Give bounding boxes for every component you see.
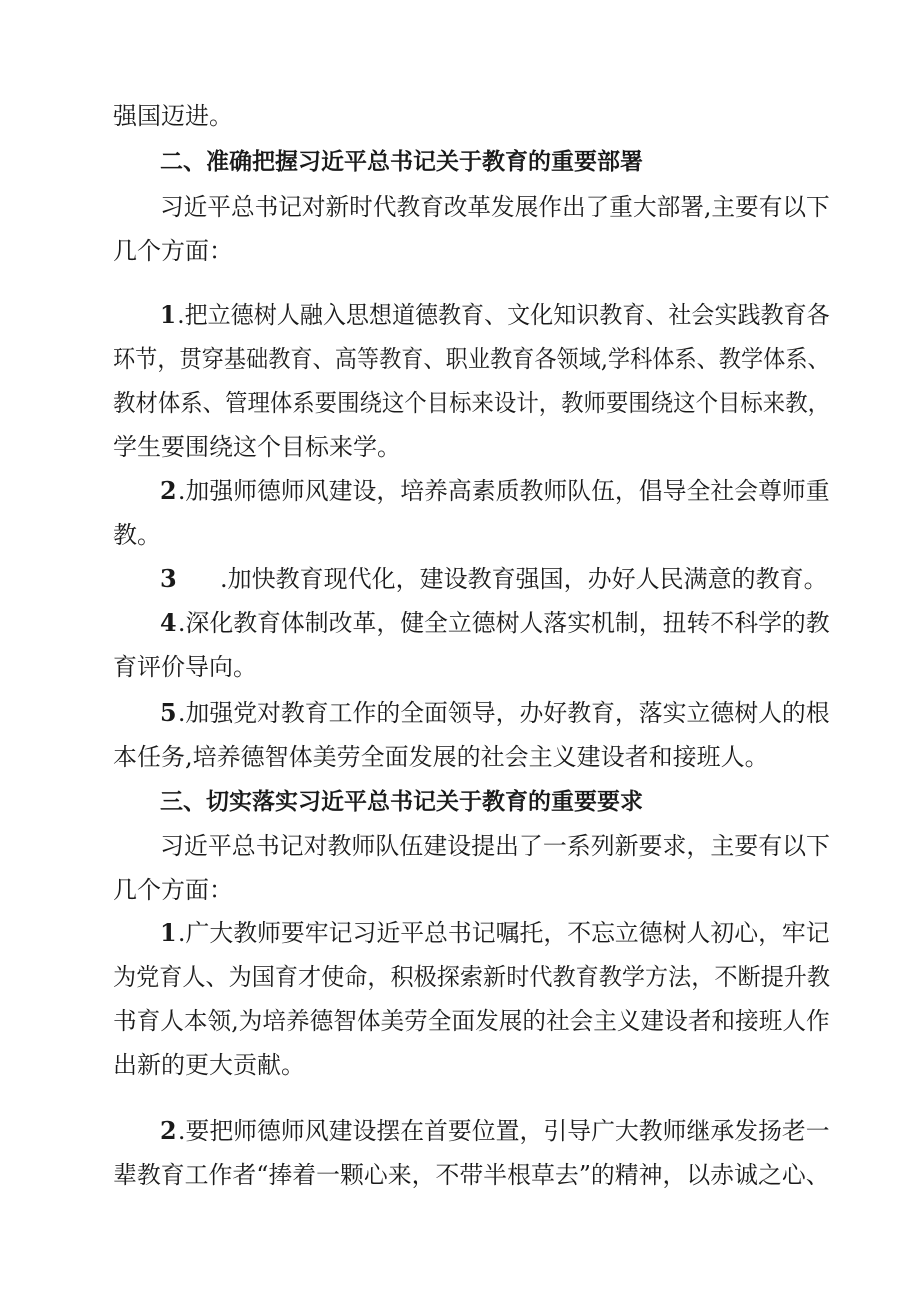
item-text: .加强师德师风建设，培养高素质教师队伍，倡导全社会尊师重 bbox=[177, 477, 830, 505]
item-number: 5 bbox=[160, 698, 177, 727]
list-item-line: 育评价导向。 bbox=[113, 653, 257, 681]
list-item-line: 本任务,培养德智体美劳全面发展的社会主义建设者和接班人。 bbox=[113, 743, 769, 771]
item-number: 2 bbox=[160, 1116, 177, 1145]
list-item-line: 为党育人、为国育才使命，积极探索新时代教育教学方法，不断提升教 bbox=[113, 963, 830, 991]
item-number: 2 bbox=[160, 476, 177, 505]
list-item-line bbox=[160, 608, 830, 638]
section-heading-2: 二、准确把握习近平总书记关于教育的重要部署 bbox=[160, 149, 643, 175]
list-item-line bbox=[160, 1116, 830, 1146]
item-number: 4 bbox=[160, 608, 177, 637]
item-number: 1 bbox=[160, 300, 177, 329]
item-text: .要把师德师风建设摆在首要位置，引导广大教师继承发扬老一 bbox=[177, 1117, 830, 1145]
item-number: 3 bbox=[160, 564, 177, 593]
item-number: 1 bbox=[160, 918, 177, 947]
list-item-line: 学生要围绕这个目标来学。 bbox=[113, 433, 401, 461]
item-text: .加强党对教育工作的全面领导，办好教育，落实立德树人的根 bbox=[177, 699, 830, 727]
paragraph-line: 强国迈进。 bbox=[113, 102, 233, 130]
list-item-line: 教。 bbox=[113, 521, 161, 549]
section-heading-3: 三、切实落实习近平总书记关于教育的重要要求 bbox=[160, 789, 643, 815]
section2-intro-line-2: 几个方面： bbox=[113, 237, 233, 265]
list-item-line bbox=[160, 918, 830, 948]
list-item-line bbox=[160, 476, 830, 506]
section3-intro-line-1: 习近平总书记对教师队伍建设提出了一系列新要求，主要有以下 bbox=[160, 832, 830, 860]
list-item-line bbox=[160, 564, 828, 594]
list-item-line: 辈教育工作者“捧着一颗心来，不带半根草去”的精神，以赤诚之心、 bbox=[113, 1161, 830, 1189]
list-item-line: 教材体系、管理体系要围绕这个目标来设计，教师要围绕这个目标来教， bbox=[113, 389, 831, 417]
list-item-line bbox=[160, 300, 830, 330]
item-text: .加快教育现代化，建设教育强国，办好人民满意的教育。 bbox=[220, 565, 828, 593]
section2-intro-line-1: 习近平总书记对新时代教育改革发展作出了重大部署,主要有以下 bbox=[160, 193, 830, 221]
list-item-line bbox=[160, 698, 830, 728]
item-text: .广大教师要牢记习近平总书记嘱托，不忘立德树人初心，牢记 bbox=[177, 919, 830, 947]
list-item-line: 出新的更大贡献。 bbox=[113, 1051, 305, 1079]
item-text: .深化教育体制改革，健全立德树人落实机制，扭转不科学的教 bbox=[177, 609, 830, 637]
list-item-line: 书育人本领,为培养德智体美劳全面发展的社会主义建设者和接班人作 bbox=[113, 1007, 830, 1035]
item-text: .把立德树人融入思想道德教育、文化知识教育、社会实践教育各 bbox=[177, 301, 830, 329]
section3-intro-line-2: 几个方面： bbox=[113, 876, 233, 904]
list-item-line: 环节，贯穿基础教育、高等教育、职业教育各领域,学科体系、教学体系、 bbox=[113, 345, 830, 373]
